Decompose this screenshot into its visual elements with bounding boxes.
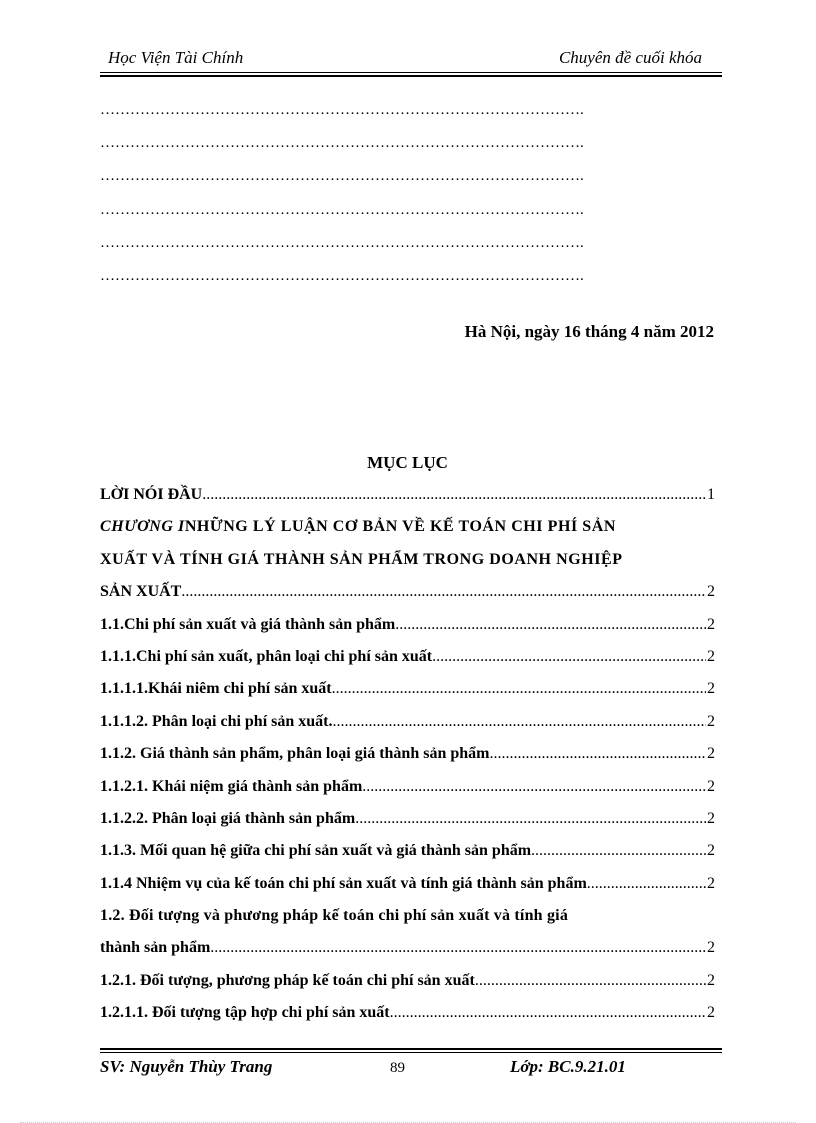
toc-entry[interactable] — [100, 707, 715, 739]
toc-entry-label: 1.2.1. Đối tượng, phương pháp kế toán chi phí sản xuất — [100, 971, 475, 989]
page-footer — [100, 1048, 722, 1077]
toc-entry-label: 1.1.1.2. Phân loại chi phí sản xuất. — [100, 712, 333, 730]
toc-entry-page: 2 — [707, 712, 715, 730]
toc-entry[interactable] — [100, 642, 715, 674]
toc-entry-label: 1.1.2. Giá thành sản phẩm, phân loại giá thành sản phẩm — [100, 745, 490, 763]
toc-chapter-line-3[interactable] — [100, 577, 715, 609]
toc-entry-label: 1.1.Chi phí sản xuất và giá thành sản phẩm — [100, 615, 396, 633]
dotted-line: ……………………………………………………………………………………. — [100, 102, 584, 118]
dotted-lines — [100, 99, 722, 298]
toc-entry-page: 2 — [707, 1004, 715, 1022]
dotted-line: ……………………………………………………………………………………. — [100, 168, 584, 185]
page-header — [100, 48, 722, 77]
header-row — [100, 48, 722, 68]
header-rule — [100, 72, 722, 77]
toc-entry-page: 2 — [707, 615, 715, 633]
dot-leader — [587, 869, 706, 899]
dot-leader — [332, 674, 706, 704]
toc-entry-label: 1.1.1.1.Khái niêm chi phí sản xuất — [100, 680, 332, 698]
toc-entry[interactable] — [100, 836, 715, 868]
toc-entry-page: 2 — [707, 971, 715, 989]
dotted-line: ……………………………………………………………………………………. — [100, 267, 584, 284]
toc-entry[interactable] — [100, 966, 715, 998]
toc-entry-label: 1.1.1.Chi phí sản xuất, phân loại chi phí sản xuất — [100, 647, 433, 665]
dot-leader — [333, 707, 707, 737]
toc-section-1-2-line-1[interactable]: 1.2. Đối tượng và phương pháp kế toán chi phí sản xuất và tính giá — [100, 907, 569, 925]
dot-leader — [202, 480, 706, 510]
toc-entry-label: 1.1.4 Nhiệm vụ của kế toán chi phí sản xuất và tính giá thành sản phẩm — [100, 874, 587, 892]
header-institution: Học Viện Tài Chính — [108, 48, 244, 67]
toc-entry[interactable] — [100, 772, 715, 804]
toc-entry[interactable] — [100, 998, 715, 1030]
toc-entry-intro[interactable] — [100, 480, 715, 512]
toc-entry-label: 1.1.3. Mối quan hệ giữa chi phí sản xuất và giá thành sản phẩm — [100, 842, 532, 860]
footer-page-number: 89 — [390, 1060, 405, 1076]
dotted-line: ……………………………………………………………………………………. — [100, 234, 584, 251]
dot-leader — [475, 966, 706, 996]
toc-entry[interactable] — [100, 610, 715, 642]
dot-leader — [355, 804, 706, 834]
toc-entry[interactable] — [100, 674, 715, 706]
toc-entry-page: 2 — [707, 874, 715, 892]
toc-title: MỤC LỤC — [367, 453, 448, 472]
toc-entry-page: 2 — [707, 680, 715, 698]
toc-chapter-line-2[interactable]: XUẤT VÀ TÍNH GIÁ THÀNH SẢN PHẨM TRONG DOANH NGHIỆP — [100, 550, 623, 568]
header-document-type: Chuyên đề cuối khóa — [558, 48, 702, 67]
dot-leader — [531, 836, 706, 866]
dotted-line: ……………………………………………………………………………………. — [100, 201, 584, 218]
dot-leader — [432, 642, 706, 672]
toc-entry-label: thành sản phẩm — [100, 939, 211, 957]
toc-entry-label: 1.1.2.1. Khái niệm giá thành sản phẩm — [100, 777, 363, 795]
toc-entry[interactable] — [100, 869, 715, 901]
toc-entry-page: 2 — [707, 647, 715, 665]
toc-entry[interactable] — [100, 804, 715, 836]
dotted-line: ……………………………………………………………………………………. — [100, 135, 584, 152]
footer-class: Lớp: BC.9.21.01 — [510, 1057, 626, 1076]
toc-entry-page: 2 — [707, 777, 715, 795]
toc-entry-label: 1.1.2.2. Phân loại giá thành sản phẩm — [100, 809, 356, 827]
footer-rule — [100, 1048, 722, 1053]
footer-row — [100, 1057, 722, 1077]
toc-entry-page: 2 — [707, 809, 715, 827]
dot-leader — [395, 610, 706, 640]
chapter-title-part-1: NHỮNG LÝ LUẬN CƠ BẢN VỀ KẾ TOÁN CHI PHÍ SẢN — [184, 518, 616, 536]
dot-leader — [489, 739, 706, 769]
dot-leader — [210, 933, 706, 963]
toc-entry-page: 2 — [707, 842, 715, 860]
toc-entry[interactable] — [100, 739, 715, 771]
toc-entry-page: 2 — [707, 745, 715, 763]
footer-student-name: SV: Nguyễn Thùy Trang — [100, 1057, 273, 1076]
chapter-prefix: CHƯƠNG I — [100, 518, 185, 536]
toc-section-1-2-line-2[interactable] — [100, 933, 715, 965]
toc-entry-page: 2 — [707, 583, 715, 601]
date-line: Hà Nội, ngày 16 tháng 4 năm 2012 — [464, 322, 714, 341]
dot-leader — [181, 577, 706, 607]
toc-entry-label: SẢN XUẤT — [100, 583, 182, 601]
toc-entry-label: 1.2.1.1. Đối tượng tập hợp chi phí sản xuất — [100, 1004, 390, 1022]
dot-leader — [362, 772, 706, 802]
toc-entry-label: LỜI NÓI ĐẦU — [100, 486, 203, 503]
toc-entry-page: 2 — [707, 939, 715, 957]
table-of-contents — [100, 450, 715, 1031]
dot-leader — [390, 998, 706, 1028]
toc-entry-page: 1 — [707, 486, 715, 503]
toc-chapter-line-1[interactable] — [100, 512, 715, 544]
